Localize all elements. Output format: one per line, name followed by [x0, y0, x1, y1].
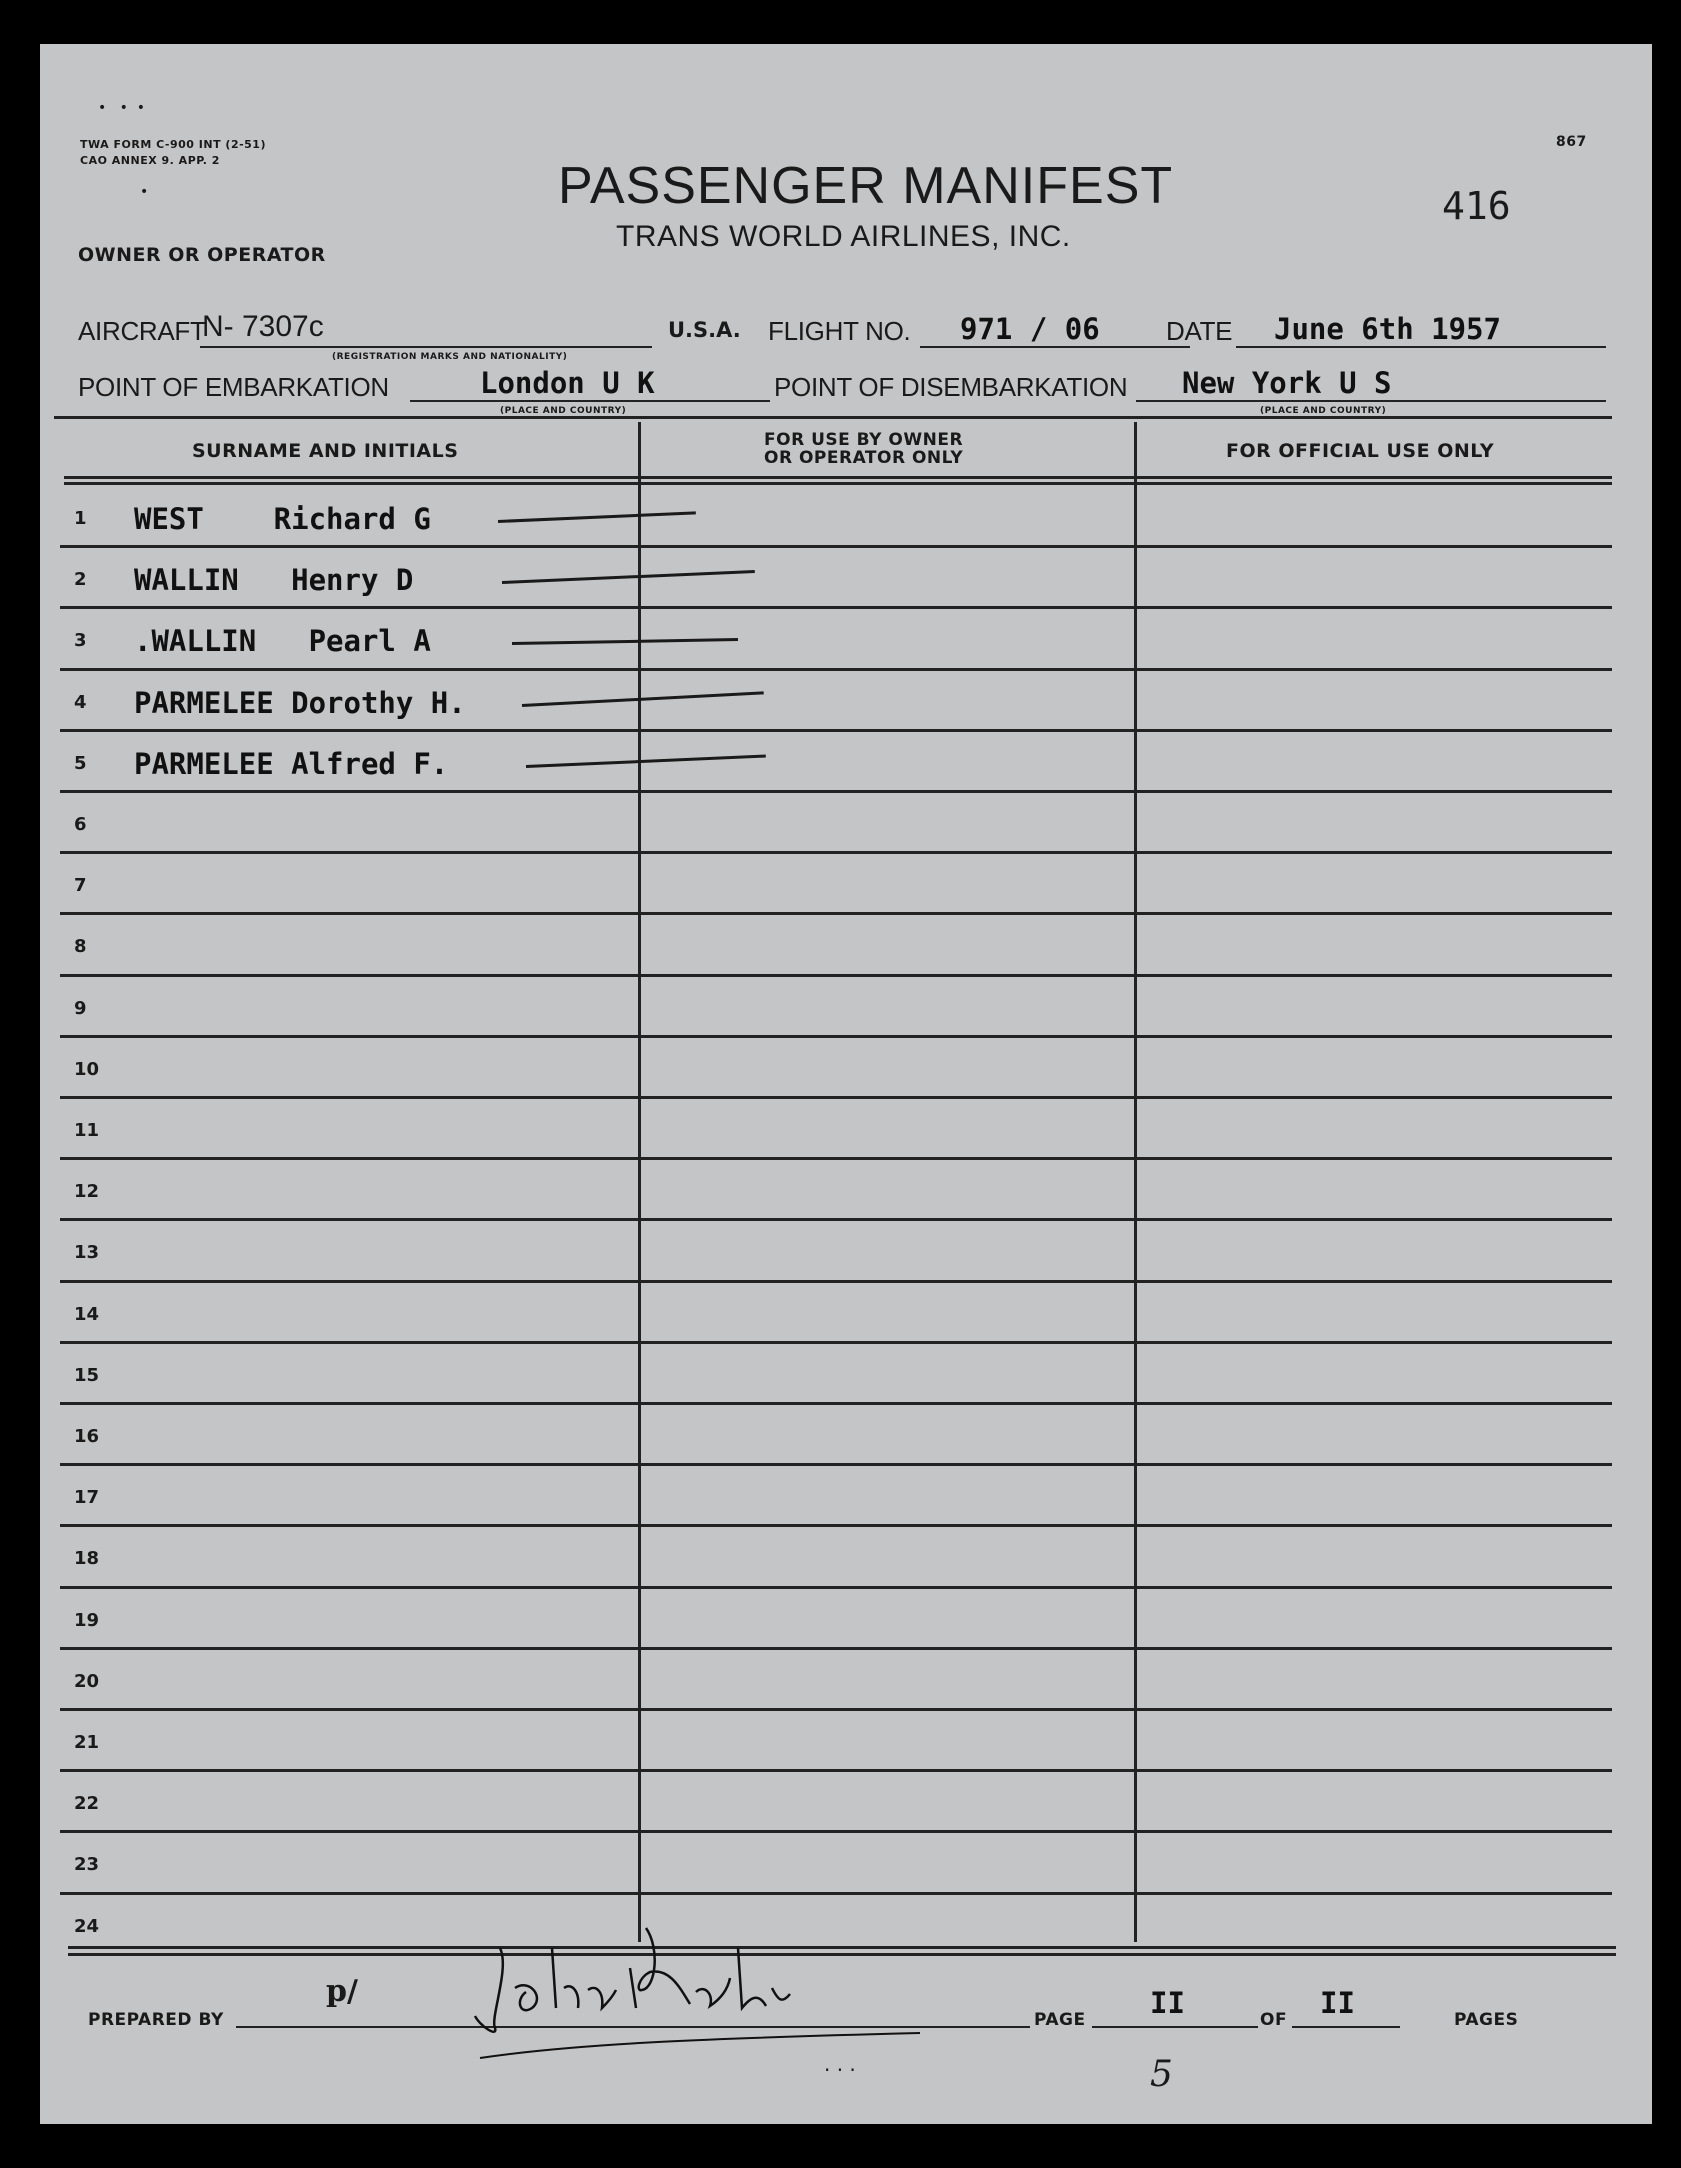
- row-number: 8: [74, 936, 87, 958]
- row-rule: [60, 1096, 1612, 1099]
- embark-caption: (PLACE AND COUNTRY): [500, 406, 627, 416]
- row-number: 5: [74, 752, 87, 774]
- form-code-line2: CAO ANNEX 9. APP. 2: [80, 154, 220, 167]
- row-rule: [60, 851, 1612, 854]
- column-header-owner-line1: FOR USE BY OWNER: [764, 430, 964, 450]
- name-dash-stroke: [502, 570, 755, 584]
- row-rule: [60, 545, 1612, 548]
- row-number: 16: [74, 1426, 100, 1447]
- passenger-name: WALLIN Henry D: [134, 563, 414, 598]
- pages-label: PAGES: [1454, 2010, 1519, 2030]
- prepared-by-label: PREPARED BY: [88, 2010, 224, 2030]
- mark-dots: • • •: [98, 100, 146, 116]
- row-rule: [60, 1157, 1612, 1160]
- embark-underline: [410, 400, 770, 402]
- table-top-rule: [54, 416, 1612, 419]
- of-value: II: [1320, 1986, 1355, 2020]
- row-rule: [60, 606, 1612, 609]
- of-line: [1292, 2026, 1400, 2028]
- row-rule: [60, 1402, 1612, 1405]
- header-rule-b: [64, 482, 1612, 485]
- owner-label: OWNER OR OPERATOR: [78, 244, 326, 266]
- row-rule: [60, 1769, 1612, 1772]
- row-number: 15: [74, 1364, 100, 1386]
- flight-value: 971 / 06: [960, 312, 1100, 346]
- row-rule: [60, 974, 1612, 977]
- manifest-sheet: [40, 44, 1652, 2124]
- row-rule: [60, 1708, 1612, 1711]
- form-code-line1: TWA FORM C-900 INT (2-51): [80, 138, 266, 151]
- row-number: 3: [74, 630, 87, 652]
- page-line: [1092, 2026, 1258, 2028]
- disembark-caption: (PLACE AND COUNTRY): [1260, 406, 1387, 416]
- page-subtitle: TRANS WORLD AIRLINES, INC.: [616, 220, 1071, 253]
- row-rule: [60, 668, 1612, 671]
- aircraft-underline: [200, 346, 652, 348]
- name-dash-stroke: [526, 754, 766, 767]
- row-rule: [60, 1892, 1612, 1895]
- row-number: 7: [74, 875, 87, 897]
- row-rule: [60, 790, 1612, 793]
- row-number: 2: [74, 569, 87, 591]
- page-title: PASSENGER MANIFEST: [558, 157, 1174, 215]
- embark-value: London U K: [480, 366, 655, 400]
- passenger-name: WEST Richard G: [134, 502, 431, 536]
- row-rule: [60, 1647, 1612, 1650]
- aircraft-value: N- 7307c: [202, 310, 324, 343]
- disembark-underline: [1136, 400, 1606, 402]
- row-number: 14: [74, 1303, 100, 1325]
- row-rule: [60, 1280, 1612, 1283]
- flight-underline: [920, 346, 1190, 348]
- row-number: 4: [74, 691, 87, 713]
- aircraft-caption: (REGISTRATION MARKS AND NATIONALITY): [332, 352, 568, 362]
- passenger-name: PARMELEE Alfred F.: [134, 746, 449, 781]
- date-underline: [1236, 346, 1606, 348]
- signature-dots: · · ·: [824, 2058, 856, 2082]
- header-rule-a: [64, 476, 1612, 479]
- row-rule: [60, 1218, 1612, 1221]
- row-number: 13: [74, 1242, 100, 1264]
- row-rule: [60, 1524, 1612, 1527]
- stamp-number: 416: [1442, 184, 1511, 228]
- row-number: 6: [74, 814, 87, 835]
- aircraft-label: AIRCRAFT: [78, 316, 206, 346]
- column-header-official: FOR OFFICIAL USE ONLY: [1226, 440, 1495, 462]
- row-number: 18: [74, 1548, 100, 1570]
- name-dash-stroke: [512, 638, 738, 645]
- date-value: June 6th 1957: [1274, 312, 1501, 346]
- handwritten-note: 5: [1150, 2054, 1173, 2095]
- disembark-value: New York U S: [1182, 366, 1392, 400]
- column-header-surname: SURNAME AND INITIALS: [192, 440, 459, 462]
- row-rule: [60, 729, 1612, 732]
- row-number: 1: [74, 508, 87, 529]
- prepared-by-prefix: p/: [326, 1974, 358, 2009]
- row-rule: [60, 1463, 1612, 1466]
- row-rule: [60, 912, 1612, 915]
- of-label: OF: [1260, 2010, 1288, 2030]
- row-number: 24: [74, 1915, 100, 1937]
- row-number: 21: [74, 1732, 100, 1753]
- row-number: 11: [74, 1120, 100, 1141]
- row-rule: [60, 1341, 1612, 1344]
- row-number: 9: [74, 997, 87, 1019]
- flight-label: FLIGHT NO.: [768, 316, 911, 346]
- col-divider-2: [1134, 422, 1137, 1942]
- row-rule: [60, 1035, 1612, 1038]
- name-dash-stroke: [498, 511, 696, 523]
- row-rule: [60, 1586, 1612, 1589]
- row-number: 22: [74, 1793, 100, 1815]
- mark-dot: •: [140, 184, 149, 200]
- row-number: 23: [74, 1854, 100, 1876]
- passenger-name: PARMELEE Dorothy H.: [134, 685, 466, 720]
- signature-graphic: [460, 1908, 930, 2078]
- row-rule: [60, 1830, 1612, 1833]
- embark-label: POINT OF EMBARKATION: [78, 372, 389, 402]
- row-number: 10: [74, 1058, 100, 1080]
- row-number: 12: [74, 1181, 100, 1203]
- page-label: PAGE: [1034, 2010, 1086, 2030]
- name-dash-stroke: [522, 691, 764, 707]
- usa-label: U.S.A.: [668, 318, 741, 342]
- row-number: 17: [74, 1487, 100, 1509]
- passenger-name: .WALLIN Pearl A: [134, 624, 431, 659]
- row-number: 20: [74, 1670, 100, 1692]
- disembark-label: POINT OF DISEMBARKATION: [774, 372, 1128, 402]
- date-label: DATE: [1166, 316, 1233, 346]
- row-number: 19: [74, 1609, 100, 1631]
- column-header-owner-line2: OR OPERATOR ONLY: [764, 448, 964, 468]
- sheet-number: 867: [1556, 134, 1587, 150]
- col-divider-1: [638, 422, 641, 1942]
- page-value: II: [1150, 1986, 1185, 2020]
